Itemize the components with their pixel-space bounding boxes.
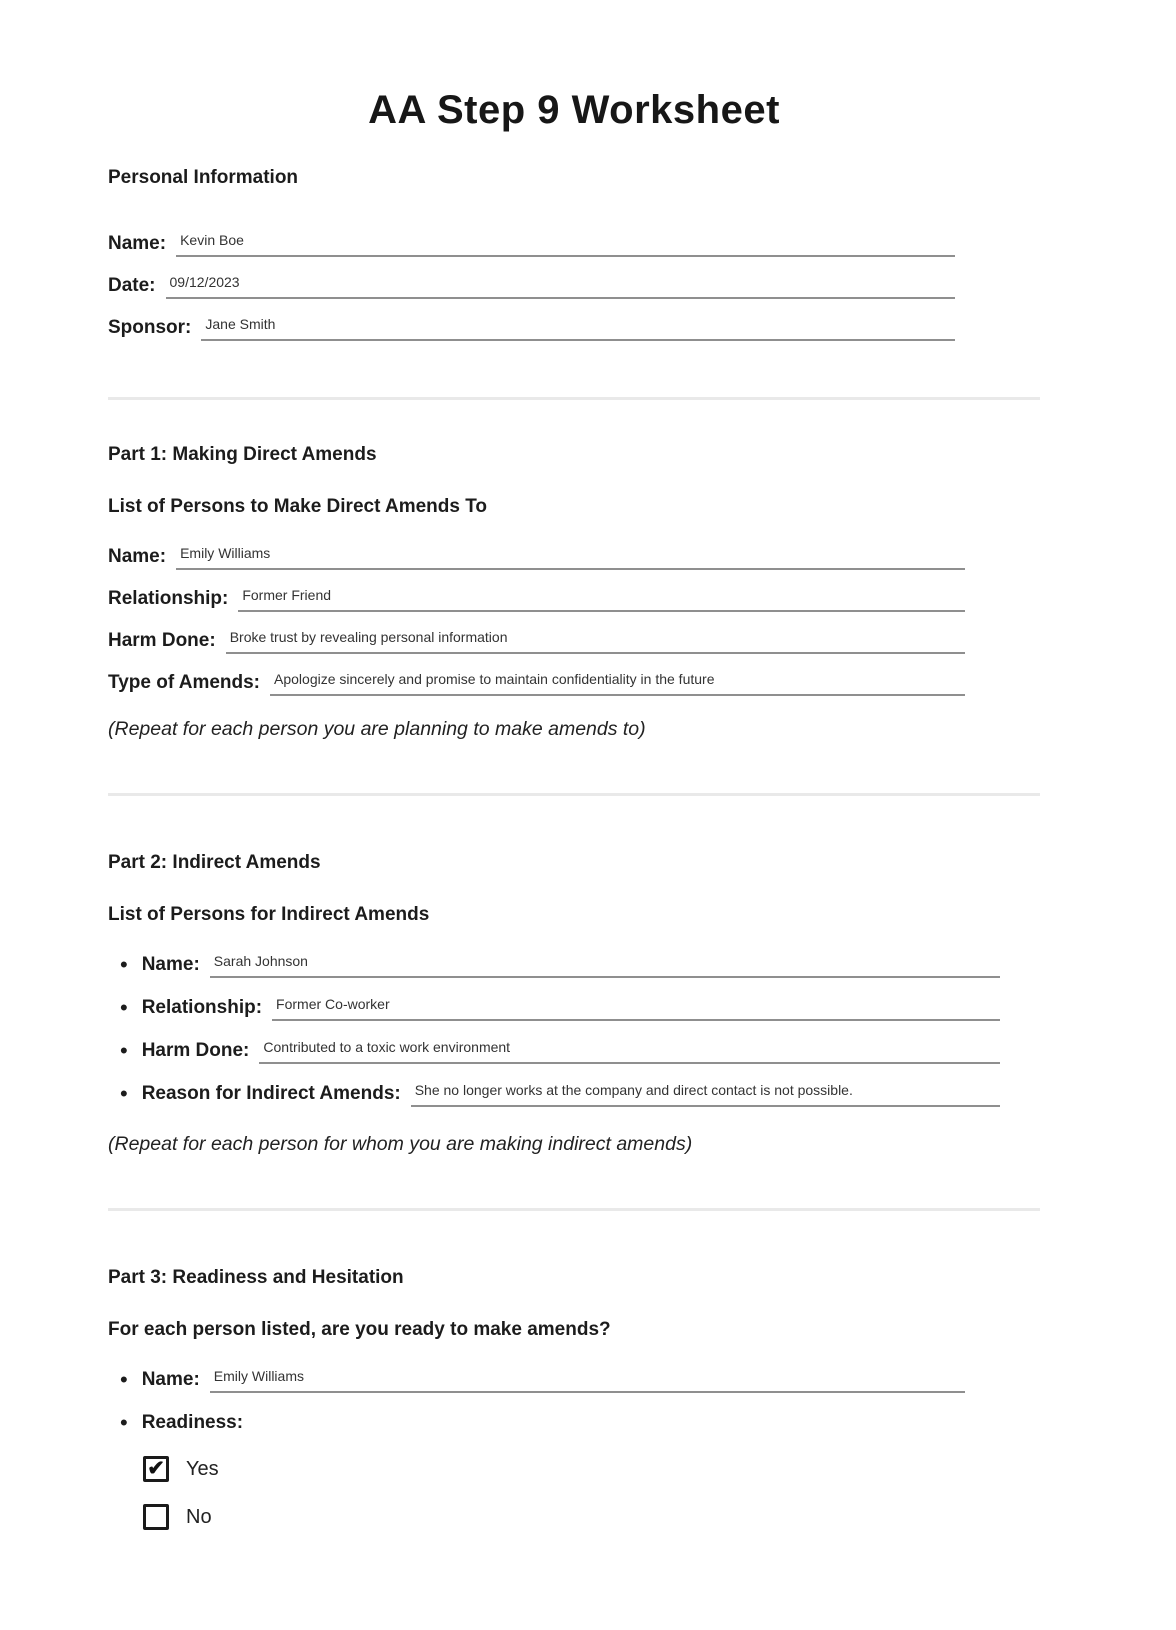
p3-name-input[interactable]: [210, 1368, 965, 1393]
p1-harm-done-value: Broke trust by revealing personal information: [229, 629, 508, 645]
sponsor-label: Sponsor:: [108, 317, 192, 338]
bullet-row-p2-name: [108, 952, 1000, 978]
part2-subheading: List of Persons for Indirect Amends: [108, 904, 430, 925]
date-value: 09/12/2023: [169, 274, 240, 290]
date-label: Date:: [108, 275, 156, 296]
no-checkbox[interactable]: [143, 1504, 169, 1530]
part3-heading: Part 3: Readiness and Hesitation: [108, 1267, 404, 1288]
field-row-sponsor: [108, 315, 955, 341]
p2-relationship-label: • Relationship:: [141, 997, 263, 1018]
p2-reason-label: • Reason for Indirect Amends:: [141, 1083, 401, 1104]
p3-name-label: • Name:: [141, 1369, 200, 1390]
field-row-name: [108, 231, 955, 257]
sponsor-value: Jane Smith: [205, 316, 276, 332]
p2-harm-done-value: Contributed to a toxic work environment: [263, 1039, 511, 1055]
part2-note: (Repeat for each person for whom you are making indirect amends): [108, 1133, 693, 1155]
p2-reason-value: She no longer works at the company and direct contact is not possible.: [414, 1082, 853, 1098]
readiness-yes-option: [143, 1456, 1040, 1482]
readiness-label: • Readiness:: [141, 1412, 244, 1433]
page-title: AA Step 9 Worksheet: [368, 88, 780, 132]
personal-info-heading: Personal Information: [108, 167, 299, 188]
part1-note: (Repeat for each person you are planning to make amends to): [108, 718, 646, 740]
p3-name-value: Emily Williams: [213, 1368, 304, 1384]
section-divider: [108, 397, 1040, 400]
p1-harm-done-input[interactable]: [226, 629, 965, 654]
p2-name-value: Sarah Johnson: [213, 953, 308, 969]
section-divider: [108, 793, 1040, 796]
name-input[interactable]: [176, 232, 955, 257]
bullet-row-p2-relationship: [108, 995, 1000, 1021]
readiness-no-option: [143, 1504, 1040, 1530]
p2-reason-input[interactable]: [411, 1082, 1000, 1107]
bullet-row-p2-harm-done: [108, 1038, 1000, 1064]
p2-relationship-value: Former Co-worker: [276, 996, 390, 1012]
p1-relationship-input[interactable]: [238, 587, 965, 612]
name-label: Name:: [108, 233, 167, 254]
p2-name-label: • Name:: [141, 954, 200, 975]
p2-name-input[interactable]: [210, 953, 1000, 978]
p1-harm-done-label: Harm Done:: [108, 630, 216, 651]
no-checkbox-label: No: [186, 1505, 212, 1528]
p2-harm-done-input[interactable]: [259, 1039, 1000, 1064]
bullet-row-p2-reason: [108, 1081, 1000, 1107]
name-value: Kevin Boe: [180, 232, 244, 248]
part2-heading: Part 2: Indirect Amends: [108, 852, 321, 873]
p2-harm-done-label: • Harm Done:: [141, 1040, 250, 1061]
sponsor-input[interactable]: [201, 316, 955, 341]
p1-name-label: Name:: [108, 546, 167, 567]
p1-type-of-amends-label: Type of Amends:: [108, 672, 261, 693]
yes-checkbox-label: Yes: [186, 1457, 219, 1480]
yes-checkbox[interactable]: [143, 1456, 169, 1482]
field-row-p1-harm-done: [108, 628, 965, 654]
p1-name-value: Emily Williams: [180, 545, 271, 561]
p1-type-of-amends-value: Apologize sincerely and promise to maintain confidentiality in the future: [274, 671, 715, 687]
p1-name-input[interactable]: [176, 545, 965, 570]
p1-type-of-amends-input[interactable]: [270, 671, 965, 696]
part1-subheading: List of Persons to Make Direct Amends To: [108, 496, 488, 517]
p1-relationship-value: Former Friend: [242, 587, 332, 603]
field-row-p1-relationship: [108, 586, 965, 612]
field-row-p1-name: [108, 544, 965, 570]
part3-subheading: For each person listed, are you ready to make amends?: [108, 1319, 611, 1340]
field-row-p1-type-of-amends: [108, 670, 965, 696]
check-icon: ✔: [147, 1456, 165, 1480]
p2-relationship-input[interactable]: [272, 996, 1000, 1021]
section-divider: [108, 1208, 1040, 1211]
p1-relationship-label: Relationship:: [108, 588, 229, 609]
part1-heading: Part 1: Making Direct Amends: [108, 444, 377, 465]
bullet-row-p3-name: [108, 1367, 965, 1393]
bullet-row-readiness: [108, 1410, 1040, 1436]
date-input[interactable]: [166, 274, 955, 299]
field-row-date: [108, 273, 955, 299]
